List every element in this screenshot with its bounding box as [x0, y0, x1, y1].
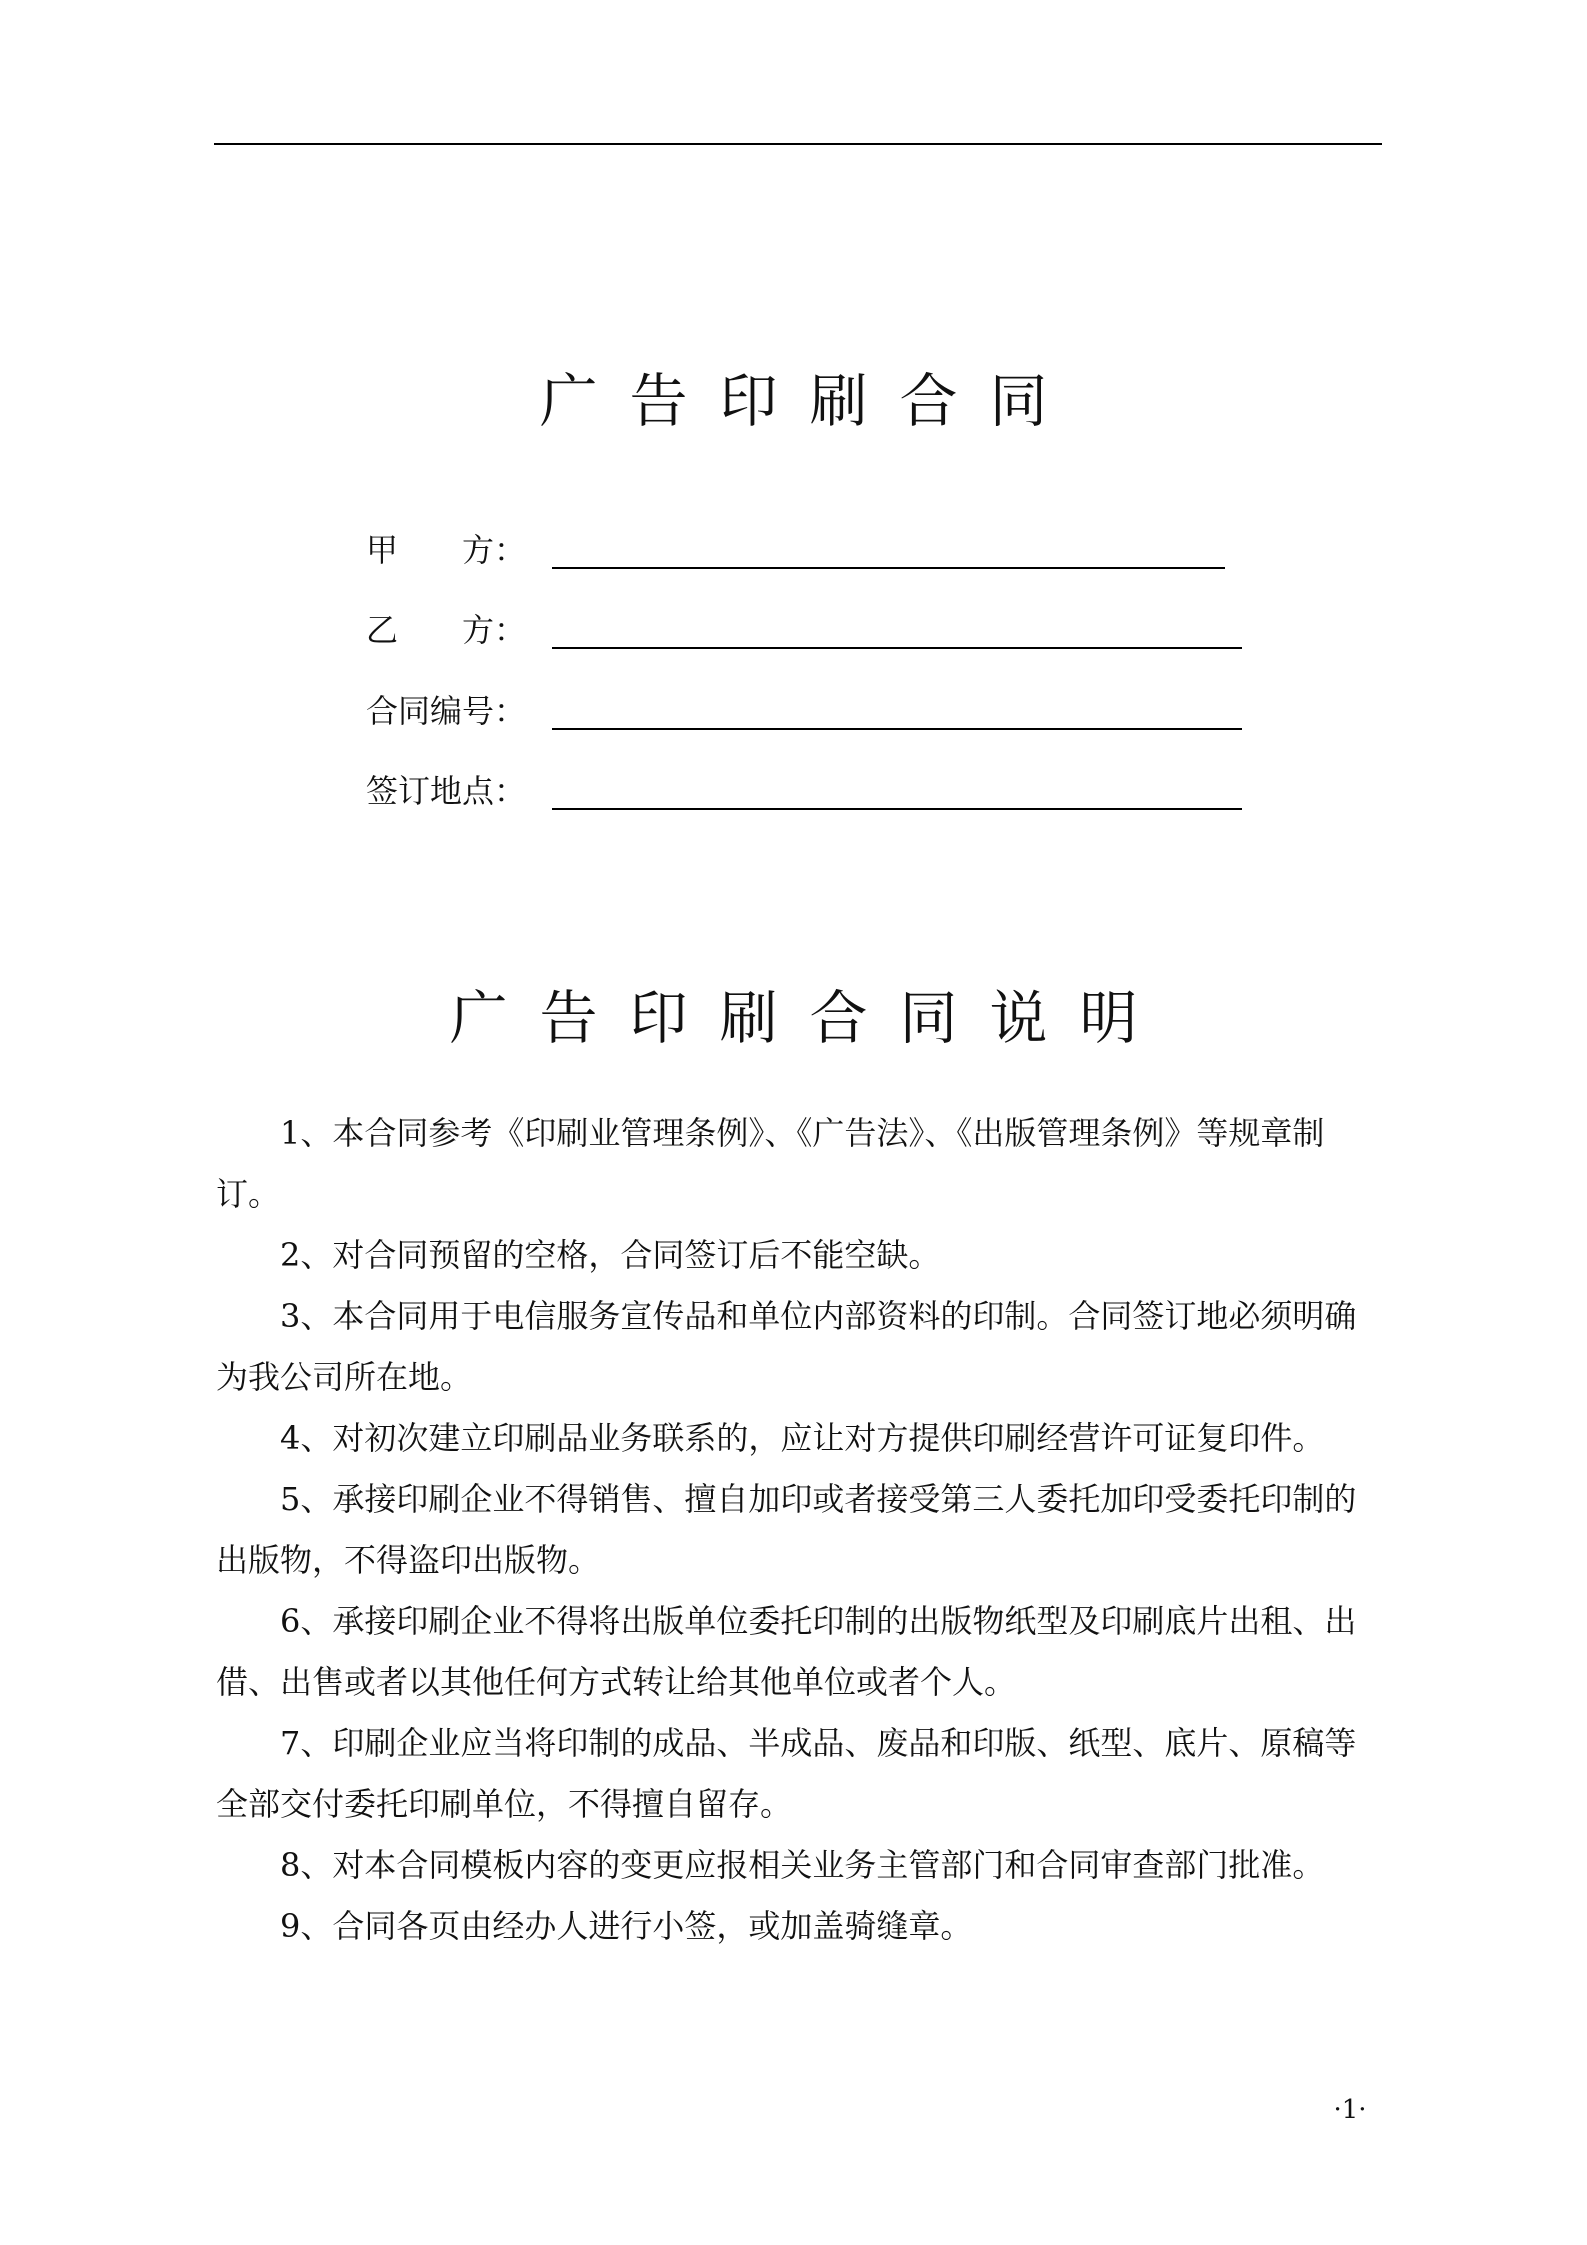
party-a-label: 甲 方：	[366, 531, 527, 569]
note-item: 8、对本合同模板内容的变更应报相关业务主管部门和合同审查部门批准。	[280, 1846, 1325, 1884]
party-b-label: 乙 方：	[366, 611, 527, 649]
note-item: 6、承接印刷企业不得将出版单位委托印制的出版物纸型及印刷底片出租、出借、出售或者以其他任何方式转让给其他单位或者个人。	[216, 1602, 1357, 1701]
contract-number-blank[interactable]	[552, 728, 1242, 730]
note-item: 9、合同各页由经办人进行小签，或加盖骑缝章。	[280, 1907, 973, 1945]
party-a-blank[interactable]	[552, 567, 1225, 569]
notes-title: 广告印刷合同说明	[449, 984, 1170, 1052]
notes-list	[216, 1103, 1384, 1957]
note-item: 4、对初次建立印刷品业务联系的，应让对方提供印刷经营许可证复印件。	[280, 1419, 1325, 1457]
party-b-blank[interactable]	[552, 647, 1242, 649]
contract-title: 广告印刷合同	[539, 367, 1080, 435]
note-item: 1、本合同参考《印刷业管理条例》、《广告法》、《出版管理条例》等规章制订。	[216, 1114, 1325, 1213]
header-rule	[214, 143, 1382, 145]
note-item: 2、对合同预留的空格，合同签订后不能空缺。	[280, 1236, 941, 1274]
note-item: 7、印刷企业应当将印制的成品、半成品、废品和印版、纸型、底片、原稿等全部交付委托印刷单位，不得擅自留存。	[216, 1724, 1357, 1823]
page-number: ·1·	[1333, 2095, 1367, 2125]
note-item: 3、本合同用于电信服务宣传品和单位内部资料的印制。合同签订地必须明确为我公司所在地。	[216, 1297, 1357, 1396]
note-item: 5、承接印刷企业不得销售、擅自加印或者接受第三人委托加印受委托印制的出版物，不得盗印出版物。	[216, 1480, 1357, 1579]
signing-place-label: 签订地点：	[366, 772, 527, 810]
signing-place-blank[interactable]	[552, 808, 1242, 810]
contract-number-label: 合同编号：	[366, 692, 527, 730]
